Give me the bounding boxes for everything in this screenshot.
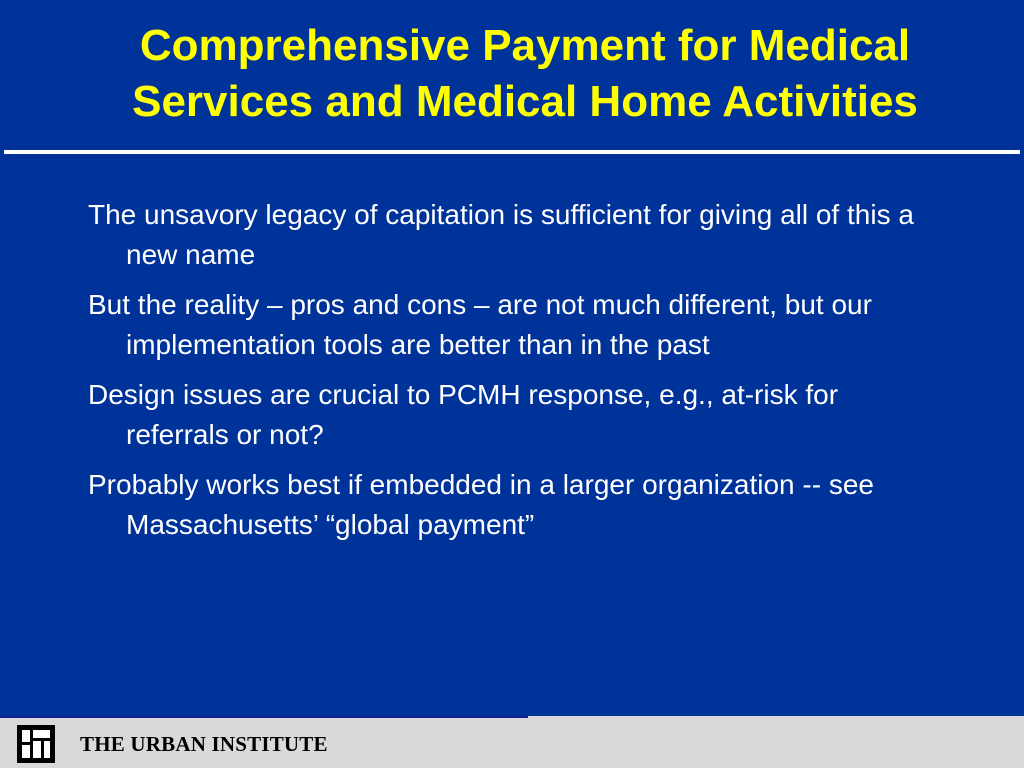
bullet-item-4: Probably works best if embedded in a larger organization -- see Massachusetts’ “global payment” — [88, 469, 874, 540]
urban-institute-logo-icon — [17, 725, 55, 763]
title-divider — [4, 150, 1020, 154]
bullet-list — [88, 195, 948, 555]
footer-organization-name: THE URBAN INSTITUTE — [80, 732, 328, 756]
footer-accent-line — [0, 716, 528, 718]
bullet-item-2: But the reality – pros and cons – are not much different, but our implementation tools are better than in the past — [88, 289, 872, 360]
slide-title-line-1: Comprehensive Payment for Medical — [139, 21, 911, 70]
bullet-item-1: The unsavory legacy of capitation is sufficient for giving all of this a new name — [88, 199, 914, 270]
slide-title — [40, 18, 1010, 130]
slide-title-line-2: Services and Medical Home Activities — [132, 77, 918, 126]
bullet-item-3: Design issues are crucial to PCMH response, e.g., at-risk for referrals or not? — [88, 379, 839, 450]
